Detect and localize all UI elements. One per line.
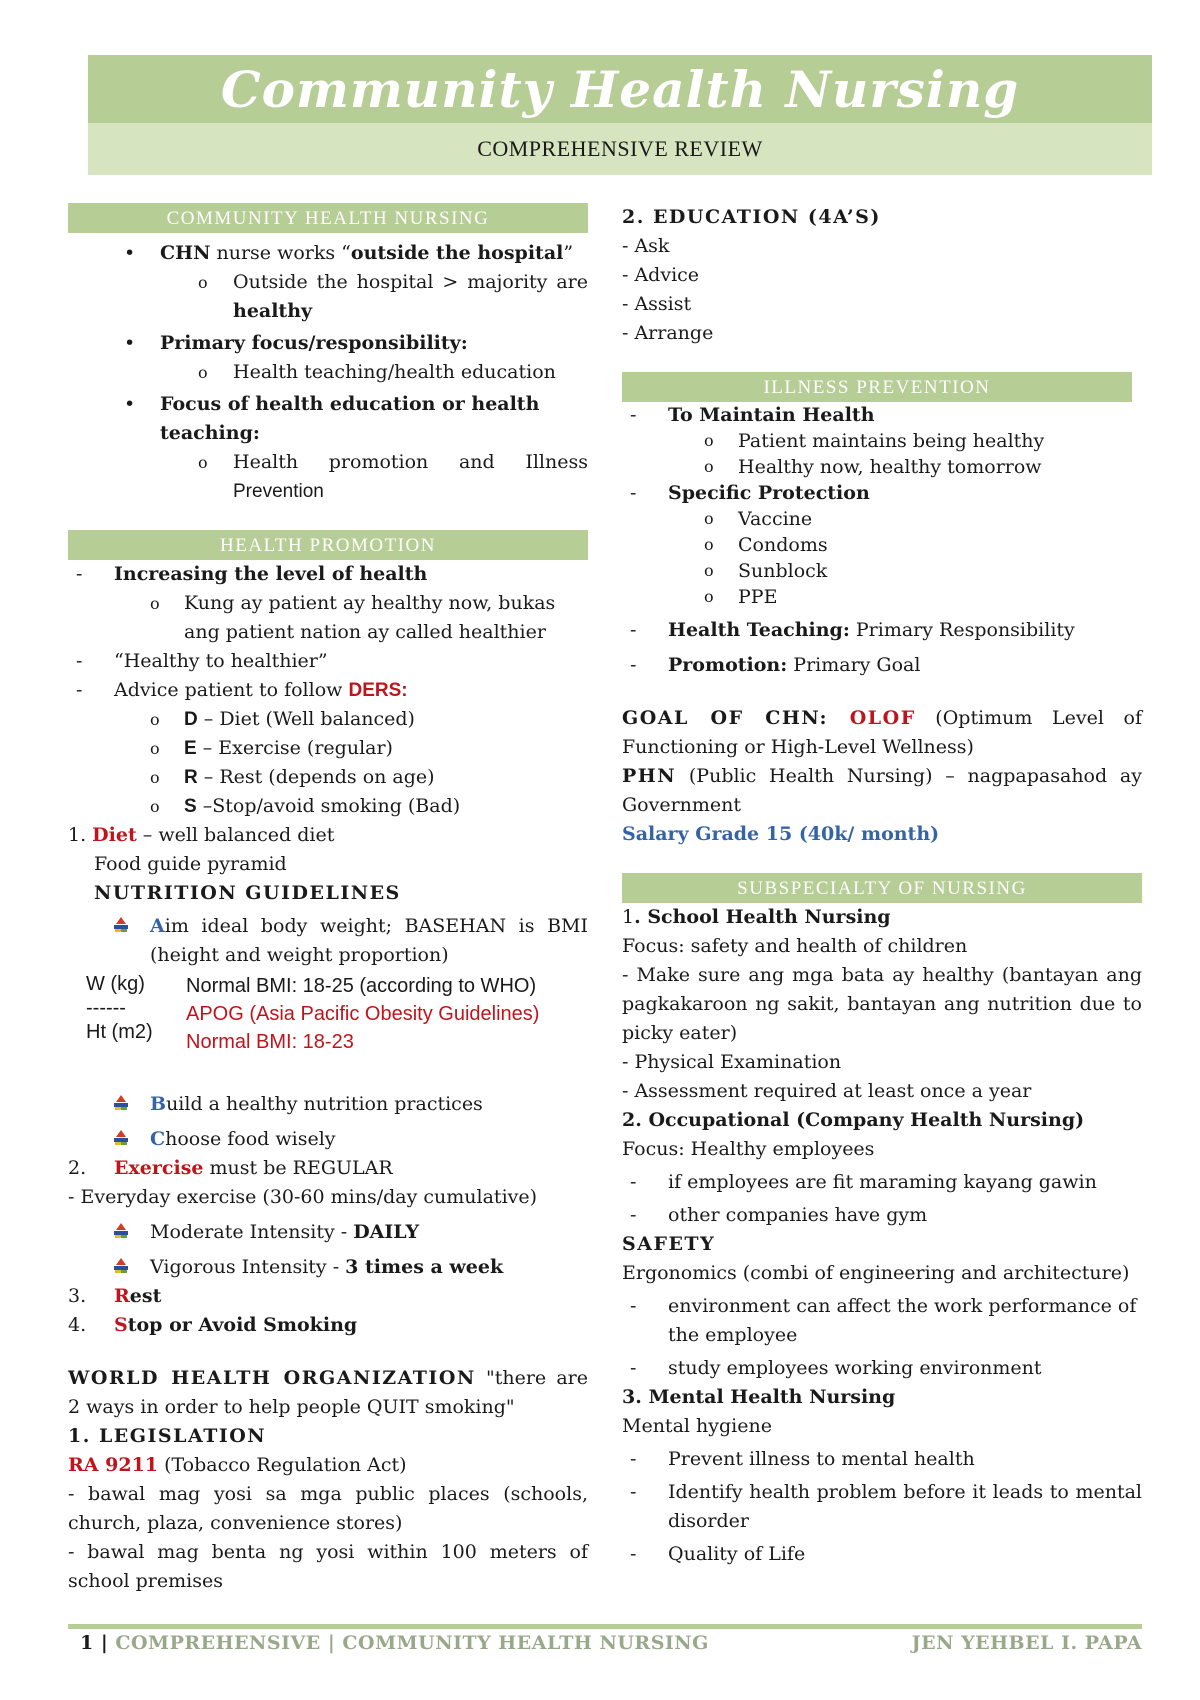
four-color-arrow-bullet-icon xyxy=(112,1256,130,1274)
bullet-item: • Focus of health education or health teaching: xyxy=(68,390,588,448)
focus-line: Focus: Healthy employees xyxy=(622,1138,875,1160)
footer-rule xyxy=(68,1624,1142,1629)
footer-left xyxy=(80,1632,709,1654)
bmi-formula-block xyxy=(68,970,588,1090)
bullet-item: • CHN nurse works “outside the hospital” xyxy=(68,239,588,268)
edu-item: - Assist xyxy=(622,293,692,315)
bmi-fraction-line: ------ xyxy=(86,997,126,1019)
bmi-apog-normal: Normal BMI: 18-23 xyxy=(186,1031,354,1053)
bmi-fraction xyxy=(86,972,153,1044)
sub-bullet-item: o Healthy now, healthy tomorrow xyxy=(622,454,1142,480)
arrow-bullet-item: Aim ideal body weight; BASEHAN is BMI (height and weight proportion) xyxy=(68,912,588,970)
dash-item: - To Maintain Health xyxy=(622,402,1142,428)
mental-hygiene-line: Mental hygiene xyxy=(622,1415,772,1437)
edu-item: - Ask xyxy=(622,235,670,257)
arrow-bullet-item: Moderate Intensity - DAILY xyxy=(68,1218,588,1247)
dash-item: - Quality of Life xyxy=(622,1540,1142,1569)
sub-bullet-item: o Condoms xyxy=(622,532,1142,558)
page-number: 1 | xyxy=(80,1632,109,1654)
left-column xyxy=(68,203,588,1596)
dash-item: - Identify health problem before it leads to mental disorder xyxy=(622,1478,1142,1536)
four-color-arrow-bullet-icon xyxy=(112,1128,130,1146)
ra-line: RA 9211 (Tobacco Regulation Act) xyxy=(68,1454,407,1476)
legislation-heading: 1. LEGISLATION xyxy=(68,1425,267,1447)
phn-paragraph: PHN (Public Health Nursing) – nagpapasahod ay Government xyxy=(622,765,1142,816)
document-title: Community Health Nursing xyxy=(220,59,1020,119)
who-paragraph: WORLD HEALTH ORGANIZATION "there are 2 ways in order to help people QUIT smoking" xyxy=(68,1367,589,1418)
sub-bullet-item: o Vaccine xyxy=(622,506,1142,532)
ergonomics-line: Ergonomics (combi of engineering and architecture) xyxy=(622,1262,1130,1284)
dash-item: - if employees are fit maraming kayang gawin xyxy=(622,1168,1142,1197)
bullet-item: • Primary focus/responsibility: xyxy=(68,329,588,358)
four-color-arrow-bullet-icon xyxy=(112,915,130,933)
subspecialty-heading: 2. Occupational (Company Health Nursing) xyxy=(622,1109,1085,1131)
sub-bullet-item: o Sunblock xyxy=(622,558,1142,584)
dash-item: - Promotion: Primary Goal xyxy=(622,651,1142,680)
exercise-note: - Everyday exercise (30-60 mins/day cumulative) xyxy=(68,1186,538,1208)
four-color-arrow-bullet-icon xyxy=(112,1221,130,1239)
subtitle-banner xyxy=(88,123,1152,175)
dash-item: - Prevent illness to mental health xyxy=(622,1445,1142,1474)
footer-title: COMPREHENSIVE | COMMUNITY HEALTH NURSING xyxy=(108,1632,709,1654)
edu-item: - Arrange xyxy=(622,322,714,344)
section-heading-chn: COMMUNITY HEALTH NURSING xyxy=(68,203,588,233)
arrow-bullet-item: Vigorous Intensity - 3 times a week xyxy=(68,1253,588,1282)
section-heading-health-promotion: HEALTH PROMOTION xyxy=(68,530,588,560)
numbered-item: 4. Stop or Avoid Smoking xyxy=(68,1314,358,1336)
title-banner xyxy=(88,55,1152,123)
dash-item: - Increasing the level of health xyxy=(68,560,588,589)
ders-item: o E – Exercise (regular) xyxy=(68,734,588,763)
sub-bullet-item: o Outside the hospital > majority are healthy xyxy=(68,268,588,326)
sub-bullet-item: o Health teaching/health education xyxy=(68,358,588,387)
numbered-item: 2. Exercise must be REGULAR xyxy=(68,1157,393,1179)
ders-item: o R – Rest (depends on age) xyxy=(68,763,588,792)
ra-item: - bawal mag yosi sa mga public places (schools, church, plaza, convenience stores) xyxy=(68,1483,588,1534)
diet-line: 1. Diet – well balanced diet xyxy=(68,824,335,846)
sub-bullet-item: o Health promotion and Illness Prevention xyxy=(68,448,588,506)
footer-author: JEN YEHBEL I. PAPA xyxy=(911,1632,1142,1654)
dash-item: - other companies have gym xyxy=(622,1201,1142,1230)
ders-item: o D – Diet (Well balanced) xyxy=(68,705,588,734)
arrow-bullet-item: Choose food wisely xyxy=(68,1125,588,1154)
dash-item: - “Healthy to healthier” xyxy=(68,647,588,676)
subspecialty-heading: 1. School Health Nursing xyxy=(622,906,891,928)
note-line: - Make sure ang mga bata ay healthy (bantayan ang pagkakaroon ng sakit, bantayan ang nutrition due to picky eater) xyxy=(622,964,1142,1044)
bmi-apog: APOG (Asia Pacific Obesity Guidelines) xyxy=(186,1003,540,1025)
safety-heading: SAFETY xyxy=(622,1233,716,1255)
dash-item: - Health Teaching: Primary Responsibility xyxy=(622,616,1142,645)
document-subtitle: COMPREHENSIVE REVIEW xyxy=(477,136,763,161)
goal-paragraph: GOAL OF CHN: OLOF (Optimum Level of Functioning or High-Level Wellness) xyxy=(622,707,1143,758)
section-heading-illness-prevention: ILLNESS PREVENTION xyxy=(622,372,1132,402)
section-heading-subspecialty: SUBSPECIALTY OF NURSING xyxy=(622,873,1142,903)
education-heading: 2. EDUCATION (4A’S) xyxy=(622,206,881,228)
bmi-values xyxy=(186,972,539,1056)
dash-item: - Advice patient to follow DERS: xyxy=(68,676,588,705)
page-footer xyxy=(80,1632,1142,1654)
ra-item: - bawal mag benta ng yosi within 100 meters of school premises xyxy=(68,1541,588,1592)
note-line: - Assessment required at least once a year xyxy=(622,1080,1032,1102)
salary-line: Salary Grade 15 (40k/ month) xyxy=(622,823,940,845)
bmi-who: Normal BMI: 18-25 (according to WHO) xyxy=(186,975,537,997)
subspecialty-heading: 3. Mental Health Nursing xyxy=(622,1386,896,1408)
document-header xyxy=(88,55,1152,175)
food-guide-line: Food guide pyramid xyxy=(94,853,287,875)
bmi-denominator: Ht (m2) xyxy=(86,1021,153,1043)
right-column xyxy=(622,203,1142,1569)
dash-item: - Specific Protection xyxy=(622,480,1142,506)
numbered-item: 3. Rest xyxy=(68,1285,162,1307)
nutrition-heading: NUTRITION GUIDELINES xyxy=(94,882,401,904)
ders-item: o S –Stop/avoid smoking (Bad) xyxy=(68,792,588,821)
note-line: - Physical Examination xyxy=(622,1051,842,1073)
four-color-arrow-bullet-icon xyxy=(112,1093,130,1111)
dash-item: - environment can affect the work performance of the employee xyxy=(622,1292,1142,1350)
dash-item: - study employees working environment xyxy=(622,1354,1142,1383)
focus-line: Focus: safety and health of children xyxy=(622,935,968,957)
bmi-numerator: W (kg) xyxy=(86,973,145,995)
sub-bullet-item: o PPE xyxy=(622,584,1142,610)
sub-bullet-item: o Kung ay patient ay healthy now, bukas ang patient nation ay called healthier xyxy=(68,589,588,647)
arrow-bullet-item: Build a healthy nutrition practices xyxy=(68,1090,588,1119)
edu-item: - Advice xyxy=(622,264,700,286)
sub-bullet-item: o Patient maintains being healthy xyxy=(622,428,1142,454)
